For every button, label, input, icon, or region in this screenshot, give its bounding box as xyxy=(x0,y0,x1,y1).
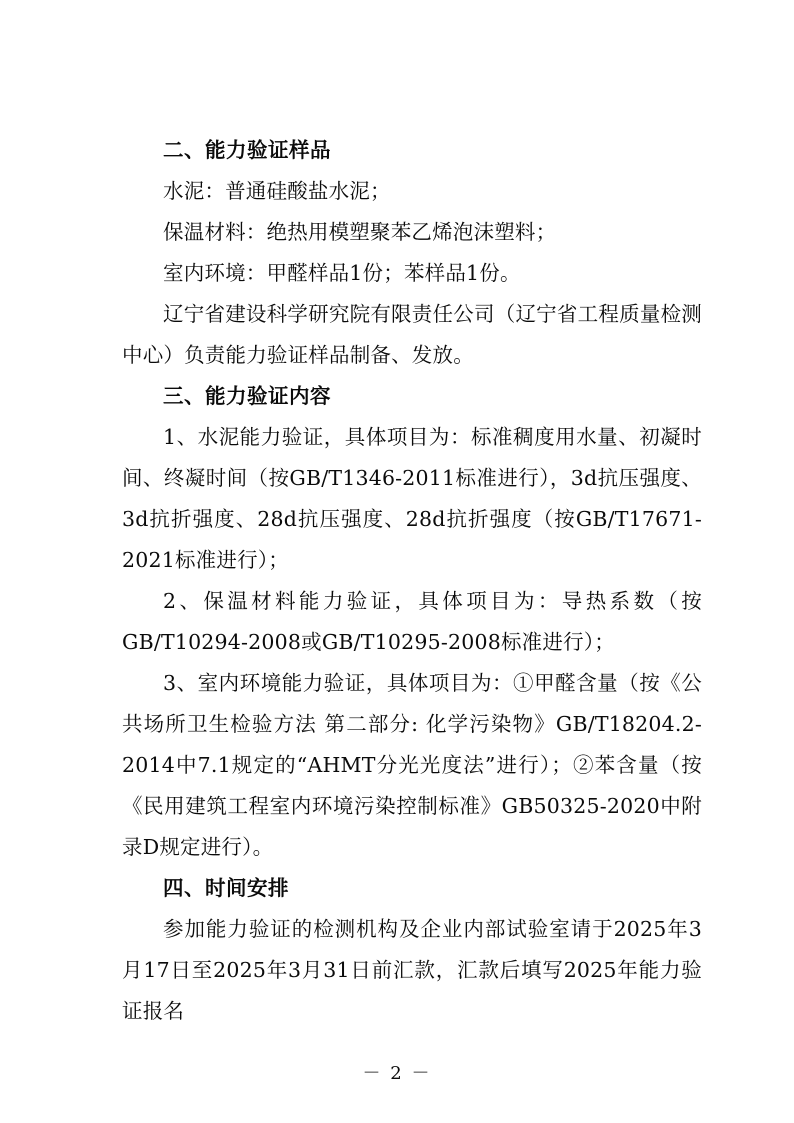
section-heading-4: 四、时间安排 xyxy=(163,876,289,900)
paragraph-schedule: 参加能力验证的检测机构及企业内部试验室请于2025年3月17日至2025年3月31日前汇款，汇款后填写2025年能力验证报名 xyxy=(122,917,702,1023)
section-heading-2: 二、能力验证样品 xyxy=(163,138,331,162)
paragraph-insulation-sample: 保温材料：绝热用模塑聚苯乙烯泡沫塑料； xyxy=(163,220,557,244)
paragraph-insulation-items: 2、保温材料能力验证，具体项目为：导热系数（按GB/T10294-2008或GB/T10295-2008标准进行）； xyxy=(122,589,702,654)
paragraph-indoor-environment-sample: 室内环境：甲醛样品1份；苯样品1份。 xyxy=(163,261,521,285)
page-number: － 2 － xyxy=(362,1063,432,1084)
paragraph-indoor-environment-items: 3、室内环境能力验证，具体项目为：①甲醛含量（按《公共场所卫生检验方法 第二部分: 化学污染物》GB/T18204.2-2014中7.1规定的“AHMT分光光度法”进行）；②苯含量（按《民用建筑工程室内环境污染控制标准》GB50325-2020中附录D规定进行）。 xyxy=(122,671,702,859)
paragraph-cement-items: 1、水泥能力验证，具体项目为：标准稠度用水量、初凝时间、终凝时间（按GB/T1346-2011标准进行），3d抗压强度、3d抗折强度、28d抗压强度、28d抗折强度（按GB/T17671-2021标准进行）； xyxy=(122,425,702,572)
paragraph-sample-preparation-org: 辽宁省建设科学研究院有限责任公司（辽宁省工程质量检测中心）负责能力验证样品制备、发放。 xyxy=(122,302,702,367)
section-heading-3: 三、能力验证内容 xyxy=(163,384,331,408)
paragraph-cement-sample: 水泥：普通硅酸盐水泥； xyxy=(163,179,391,203)
document-body xyxy=(122,130,702,1032)
